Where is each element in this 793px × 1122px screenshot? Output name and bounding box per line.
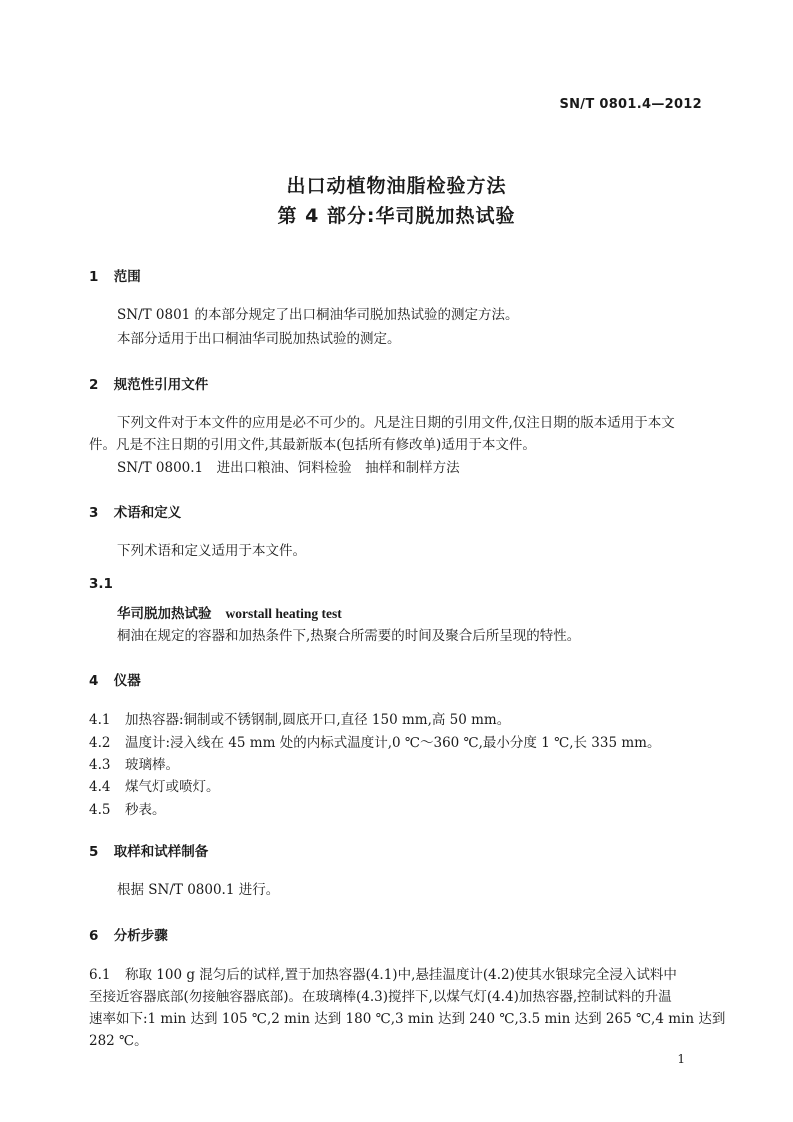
- section-number: 2: [89, 377, 99, 393]
- apparatus-item: [89, 800, 166, 820]
- section-5-heading: [89, 840, 208, 860]
- section-5-paragraph: 根据 SN/T 0800.1 进行。: [117, 882, 280, 898]
- section-6-heading: [89, 924, 168, 944]
- apparatus-item: [89, 733, 660, 753]
- section-title: 仪器: [113, 673, 141, 689]
- standard-code: SN/T 0801.4—2012: [559, 97, 702, 112]
- apparatus-item: [89, 777, 220, 797]
- item-number: 4.5: [89, 802, 111, 818]
- item-number: 4.4: [89, 779, 111, 795]
- term-entry: [117, 604, 342, 624]
- normative-reference: SN/T 0800.1 进出口粮油、饲料检验 抽样和制样方法: [117, 460, 460, 476]
- section-1-heading: [89, 265, 141, 285]
- procedure-6-1-line2: 至接近容器底部(勿接触容器底部)。在玻璃棒(4.3)搅拌下,以煤气灯(4.4)加热容器,控制试料的升温: [89, 989, 672, 1005]
- item-text: 煤气灯或喷灯。: [125, 779, 220, 795]
- section-number: 4: [89, 673, 99, 689]
- section-title: 术语和定义: [113, 505, 182, 521]
- item-text: 秒表。: [125, 802, 166, 818]
- section-number: 6: [89, 928, 99, 944]
- section-3-heading: [89, 501, 181, 521]
- subclause-3-1: 3.1: [89, 576, 113, 592]
- document-title-line1: 出口动植物油脂检验方法: [286, 175, 507, 197]
- term-english: worstall heating test: [225, 606, 342, 621]
- section-number: 1: [89, 269, 99, 285]
- document-title-line2: 第 4 部分:华司脱加热试验: [277, 205, 516, 227]
- item-number: 4.3: [89, 757, 111, 773]
- section-2-paragraph-line1: 下列文件对于本文件的应用是必不可少的。凡是注日期的引用文件,仅注日期的版本适用于本文: [117, 415, 675, 431]
- procedure-text: 称取 100 g 混匀后的试样,置于加热容器(4.1)中,悬挂温度计(4.2)使其水银球完全浸入试料中: [125, 967, 677, 983]
- section-4-heading: [89, 669, 141, 689]
- item-text: 加热容器:铜制或不锈钢制,圆底开口,直径 150 mm,高 50 mm。: [125, 712, 511, 728]
- section-title: 取样和试样制备: [113, 844, 209, 860]
- apparatus-item: [89, 755, 179, 775]
- section-2-heading: [89, 373, 208, 393]
- term-definition: 桐油在规定的容器和加热条件下,热聚合所需要的时间及聚合后所呈现的特性。: [117, 628, 581, 644]
- page-number: 1: [677, 1052, 685, 1066]
- item-text: 温度计:浸入线在 45 mm 处的内标式温度计,0 ℃～360 ℃,最小分度 1 ℃,长 335 mm。: [125, 735, 661, 751]
- section-2-paragraph-line2: 件。凡是不注日期的引用文件,其最新版本(包括所有修改单)适用于本文件。: [89, 437, 536, 453]
- procedure-6-1-line4: 282 ℃。: [89, 1033, 148, 1049]
- section-number: 5: [89, 844, 99, 860]
- section-1-paragraph-2: 本部分适用于出口桐油华司脱加热试验的测定。: [117, 331, 401, 347]
- section-1-paragraph-1: SN/T 0801 的本部分规定了出口桐油华司脱加热试验的测定方法。: [117, 307, 519, 323]
- section-3-paragraph: 下列术语和定义适用于本文件。: [117, 543, 306, 559]
- term-chinese: 华司脱加热试验: [117, 606, 212, 622]
- section-title: 规范性引用文件: [113, 377, 209, 393]
- section-number: 3: [89, 505, 99, 521]
- procedure-6-1-line1: [89, 965, 677, 985]
- item-text: 玻璃棒。: [125, 757, 179, 773]
- procedure-6-1-line3: 速率如下:1 min 达到 105 ℃,2 min 达到 180 ℃,3 min 达到 240 ℃,3.5 min 达到 265 ℃,4 min 达到: [89, 1011, 726, 1027]
- apparatus-item: [89, 710, 510, 730]
- item-number: 4.1: [89, 712, 111, 728]
- item-number: 6.1: [89, 967, 111, 983]
- section-title: 分析步骤: [113, 928, 168, 944]
- item-number: 4.2: [89, 735, 111, 751]
- section-title: 范围: [113, 269, 141, 285]
